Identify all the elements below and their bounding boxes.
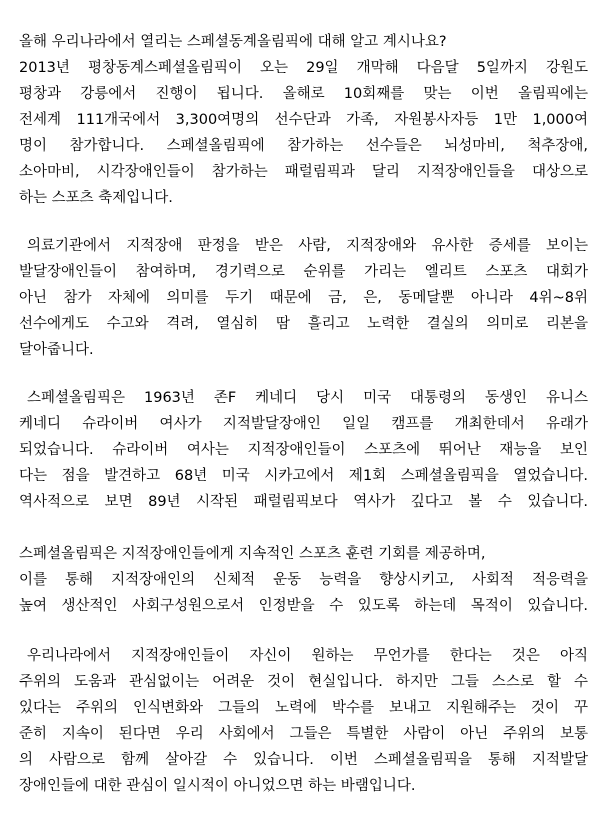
paragraph-2-line-3: 아닌 참가 자체에 의미를 두기 때문에 금, 은, 동메달뿐 아니라 4위~8위 bbox=[19, 290, 588, 306]
paragraph-1-line-2: 2013년 평창동계스페셜올림픽이 오는 29일 개막해 다음달 5일까지 강원도 bbox=[19, 60, 588, 76]
paragraph-1-line-4: 전세계 111개국에서 3,300여명의 선수단과 가족, 자원봉사자등 1만 1,000여 bbox=[19, 112, 588, 128]
paragraph-3-line-2: 케네디 슈라이버 여사가 지적발달장애인 일일 캠프를 개최한데서 유래가 bbox=[19, 416, 588, 432]
paragraph-3-line-5: 역사적으로 보면 89년 시작된 패럴림픽보다 역사가 깊다고 볼 수 있습니다. bbox=[19, 494, 588, 510]
paragraph-5-line-3: 있다는 주위의 인식변화와 그들의 노력에 박수를 보내고 지원해주는 것이 꾸 bbox=[19, 700, 588, 716]
paragraph-4-line-1: 스페셜올림픽은 지적장애인들에게 지속적인 스포츠 훈련 기회를 제공하며, bbox=[19, 546, 486, 562]
paragraph-2-line-1: 의료기관에서 지적장애 판정을 받은 사람, 지적장애와 유사한 증세를 보이는 bbox=[27, 238, 588, 254]
paragraph-4-line-2: 이를 통해 지적장애인의 신체적 운동 능력을 향상시키고, 사회적 적응력을 bbox=[19, 572, 588, 588]
paragraph-2-line-4: 선수에게도 수고와 격려, 열심히 땀 흘리고 노력한 결실의 의미로 리본을 bbox=[19, 316, 588, 332]
paragraph-1-line-6: 소아마비, 시각장애인들이 참가하는 패럴림픽과 달리 지적장애인들을 대상으로 bbox=[19, 164, 588, 180]
paragraph-5-line-4: 준히 지속이 된다면 우리 사회에서 그들은 특별한 사람이 아닌 주위의 보통 bbox=[19, 726, 588, 742]
paragraph-5-line-1: 우리나라에서 지적장애인들이 자신이 원하는 무언가를 한다는 것은 아직 bbox=[27, 648, 588, 664]
paragraph-3-line-3: 되었습니다. 슈라이버 여사는 지적장애인들이 스포츠에 뛰어난 재능을 보인 bbox=[19, 442, 588, 458]
paragraph-1-line-1: 올해 우리나라에서 열리는 스페셜동계올림픽에 대해 알고 계시나요? bbox=[19, 34, 447, 50]
paragraph-5-line-2: 주위의 도움과 관심없이는 어려운 것이 현실입니다. 하지만 그들 스스로 할 수 bbox=[19, 674, 588, 690]
paragraph-2-line-5: 달아줍니다. bbox=[19, 342, 94, 358]
paragraph-5-line-5: 의 사람으로 함께 살아갈 수 있습니다. 이번 스페셜올림픽을 통해 지적발달 bbox=[19, 752, 588, 768]
paragraph-4-line-3: 높여 생산적인 사회구성원으로서 인정받을 수 있도록 하는데 목적이 있습니다. bbox=[19, 598, 588, 614]
paragraph-1-line-7: 하는 스포츠 축제입니다. bbox=[19, 190, 173, 206]
paragraph-3-line-1: 스페셜올림픽은 1963년 존F 케네디 당시 미국 대통령의 동생인 유니스 bbox=[27, 390, 588, 406]
paragraph-1-line-5: 명이 참가합니다. 스페셜올림픽에 참가하는 선수들은 뇌성마비, 척추장애, bbox=[19, 138, 588, 154]
paragraph-5-line-6: 장애인들에 대한 관심이 일시적이 아니었으면 하는 바램입니다. bbox=[19, 778, 416, 794]
paragraph-2-line-2: 발달장애인들이 참여하며, 경기력으로 순위를 가리는 엘리트 스포츠 대회가 bbox=[19, 264, 588, 280]
paragraph-1-line-3: 평창과 강릉에서 진행이 됩니다. 올해로 10회째를 맞는 이번 올림픽에는 bbox=[19, 86, 588, 102]
paragraph-3-line-4: 다는 점을 발견하고 68년 미국 시카고에서 제1회 스페셜올림픽을 열었습니다. bbox=[19, 468, 588, 484]
